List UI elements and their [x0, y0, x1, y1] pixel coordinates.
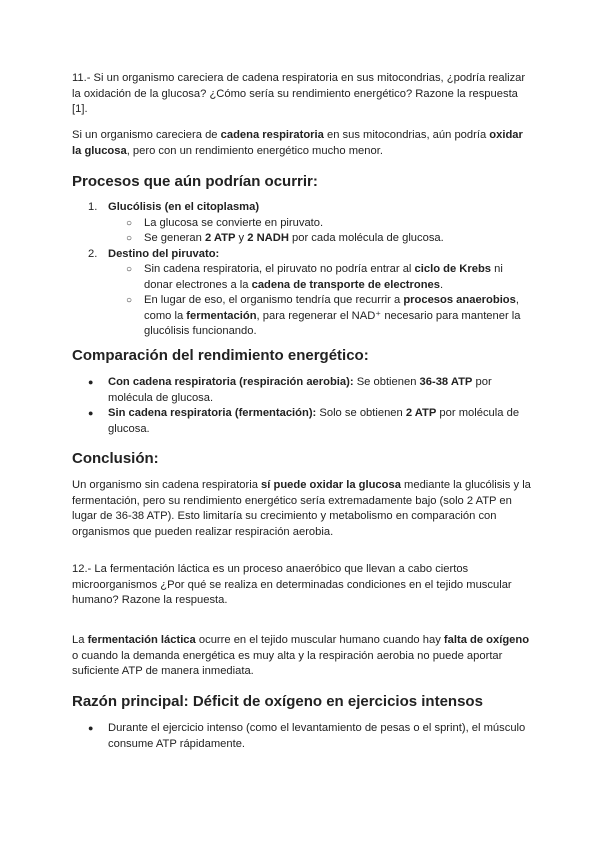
list-item: ● Con cadena respiratoria (respiración aerobia): Se obtienen 36-38 ATP por molécula de glucosa. [88, 376, 492, 404]
answer-12-intro: La fermentación láctica ocurre en el tejido muscular humano cuando hay falta de oxígeno o cuando la demanda energética es muy alta y la respiración aerobia no puede aportar suficiente ATP de manera inmediata. [72, 634, 530, 677]
list-item: ○ La glucosa se convierte en piruvato. [72, 216, 532, 232]
heading-comparacion: Comparación del rendimiento energético: [72, 347, 369, 364]
list-item: ○ En lugar de eso, el organismo tendría que recurrir a procesos anaerobios, como la fermentación, para regenerar el NAD⁺ necesario para mantener la glucólisis funcionando. [126, 294, 521, 337]
bullet-icon: ● [88, 408, 94, 418]
hollow-bullet-icon: ○ [126, 233, 133, 244]
question-11: 11.- Si un organismo careciera de cadena respiratoria en sus mitocondrias, ¿podría realizar la oxidación de la glucosa? ¿Cómo sería su rendimiento energético? Razone la respuesta [1]. [72, 72, 526, 115]
list-item: 1. Glucólisis (en el citoplasma) [88, 201, 260, 213]
heading-conclusion: Conclusión: [72, 450, 159, 467]
procesos-list [72, 200, 532, 340]
hollow-bullet-icon: ○ [126, 264, 133, 275]
heading-procesos: Procesos que aún podrían ocurrir: [72, 173, 318, 190]
question-12: 12.- La fermentación láctica es un proceso anaeróbico que llevan a cabo ciertos microorganismos ¿Por qué se realiza en determinadas condiciones en el tejido muscular humano? Razone la respuesta. [72, 563, 512, 606]
comparacion-list [72, 375, 532, 437]
list-item: 2. Destino del piruvato: [88, 247, 220, 260]
bullet-icon: ● [88, 377, 94, 387]
heading-razon-principal: Razón principal: Déficit de oxígeno en ejercicios intensos [72, 693, 483, 710]
answer-11-intro: Si un organismo careciera de cadena respiratoria en sus mitocondrias, aún podría oxidar la glucosa, pero con un rendimiento energético mucho menor. [72, 129, 523, 157]
list-item: ○ Sin cadena respiratoria, el piruvato no podría entrar al ciclo de Krebs ni donar electrones a la cadena de transporte de electrones. [126, 263, 503, 291]
list-item: ● Sin cadena respiratoria (fermentación): Solo se obtienen 2 ATP por molécula de glucosa. [88, 407, 520, 435]
razon-list [72, 721, 532, 752]
hollow-bullet-icon: ○ [126, 217, 133, 229]
hollow-bullet-icon: ○ [126, 295, 133, 306]
list-item: ○ Se generan 2 ATP y 2 NADH por cada molécula de glucosa. [72, 231, 532, 247]
conclusion-text: Un organismo sin cadena respiratoria sí puede oxidar la glucosa mediante la glucólisis y la fermentación, pero su rendimiento energético sería extremadamente bajo (solo 2 ATP en lugar de 36-38 ATP). Esto limitaría su crecimiento y metabolismo en comparación con organismos que pueden realizar respiración aerobia. [72, 479, 531, 538]
bullet-icon: ● [88, 723, 94, 733]
list-item: ● Durante el ejercicio intenso (como el levantamiento de pesas o el sprint), el músculo consume ATP rápidamente. [88, 722, 526, 750]
